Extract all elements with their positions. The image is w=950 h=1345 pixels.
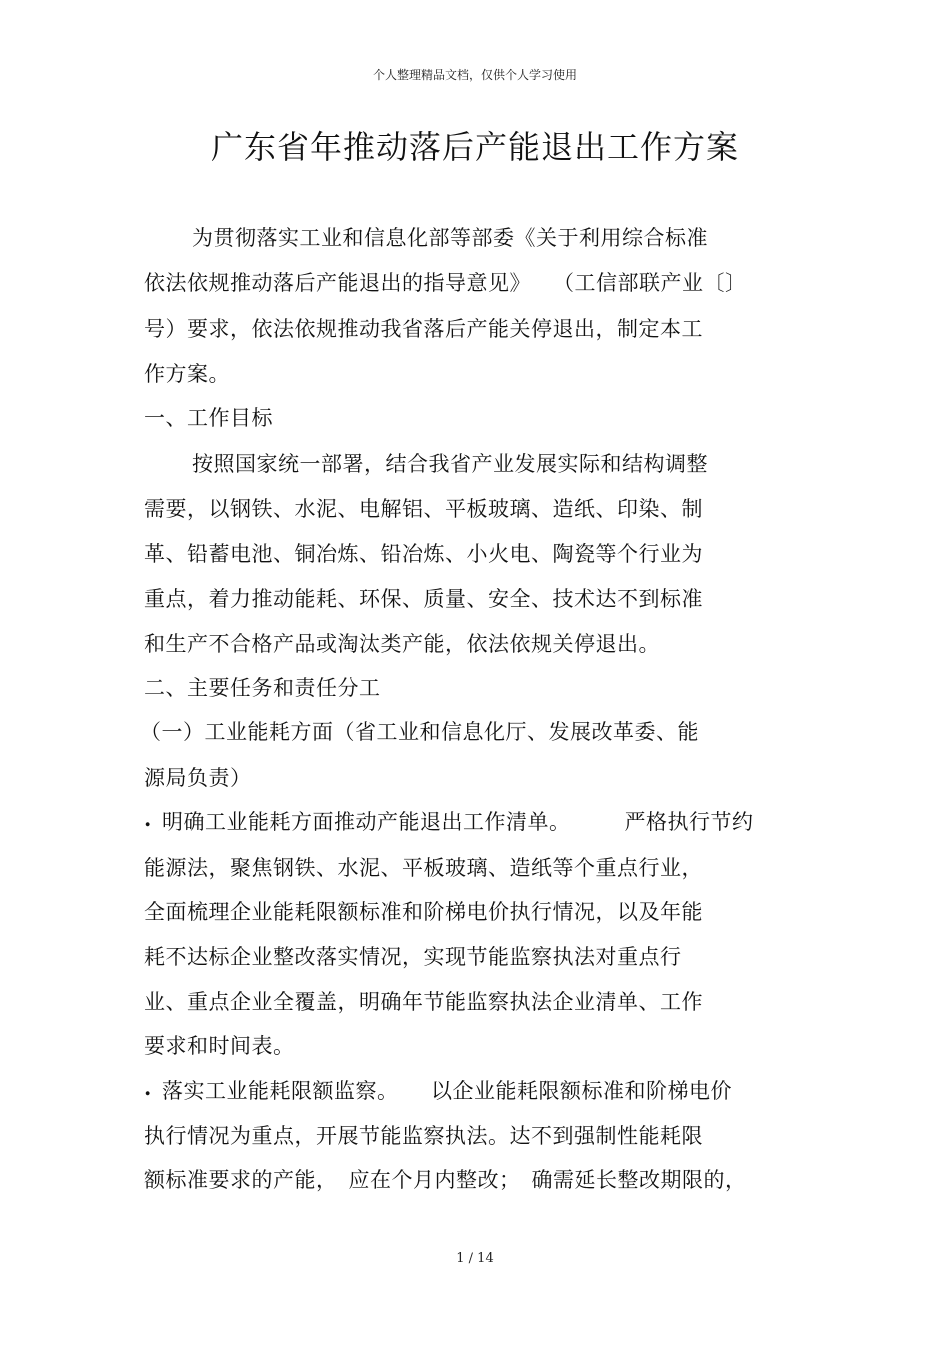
section-heading: 一、工作目标	[144, 406, 273, 430]
paragraph-line: 按照国家统一部署，结合我省产业发展实际和结构调整	[192, 452, 708, 476]
paragraph-line: 落实工业能耗限额监察。 以企业能耗限额标准和阶梯电价	[162, 1079, 732, 1103]
paragraph-line: 源局负责）	[144, 766, 252, 790]
page-number: 1 / 14	[456, 1251, 494, 1266]
paragraph-line: 和生产不合格产品或淘汰类产能，依法依规关停退出。	[144, 632, 660, 656]
subsection-heading: （一）工业能耗方面（省工业和信息化厅、发展改革委、能	[140, 720, 699, 744]
paragraph-line: 耗不达标企业整改落实情况，实现节能监察执法对重点行	[144, 945, 682, 969]
page-header: 个人整理精品文档，仅供个人学习使用	[372, 68, 577, 82]
list-bullet: .	[144, 1075, 152, 1100]
paragraph-line: 要求和时间表。	[144, 1034, 295, 1058]
section-heading: 二、主要任务和责任分工	[144, 676, 381, 700]
document-title: 广东省年推动落后产能退出工作方案	[210, 128, 739, 166]
paragraph-line: 明确工业能耗方面推动产能退出工作清单。 严格执行节约	[162, 810, 754, 834]
paragraph-line: 为贯彻落实工业和信息化部等部委《关于利用综合标准	[192, 226, 708, 250]
paragraph-line: 重点，着力推动能耗、环保、质量、安全、技术达不到标准	[144, 587, 703, 611]
paragraph-line: 作方案。	[144, 362, 230, 386]
paragraph-line: 全面梳理企业能耗限额标准和阶梯电价执行情况，以及年能	[144, 900, 703, 924]
paragraph-line: 革、铅蓄电池、铜冶炼、铅冶炼、小火电、陶瓷等个行业为	[144, 542, 703, 566]
paragraph-line: 需要，以钢铁、水泥、电解铝、平板玻璃、造纸、印染、制	[144, 497, 703, 521]
paragraph-line: 额标准要求的产能， 应在个月内整改； 确需延长整改期限的，	[144, 1168, 747, 1192]
paragraph-line: 号）要求，依法依规推动我省落后产能关停退出，制定本工	[144, 317, 703, 341]
paragraph-line: 执行情况为重点，开展节能监察执法。达不到强制性能耗限	[144, 1124, 703, 1148]
paragraph-line: 能源法，聚焦钢铁、水泥、平板玻璃、造纸等个重点行业，	[144, 856, 703, 880]
paragraph-line: 业、重点企业全覆盖，明确年节能监察执法企业清单、工作	[144, 990, 703, 1014]
list-bullet: .	[144, 806, 152, 831]
paragraph-line: 依法依规推动落后产能退出的指导意见》 （工信部联产业〔〕	[144, 271, 747, 295]
